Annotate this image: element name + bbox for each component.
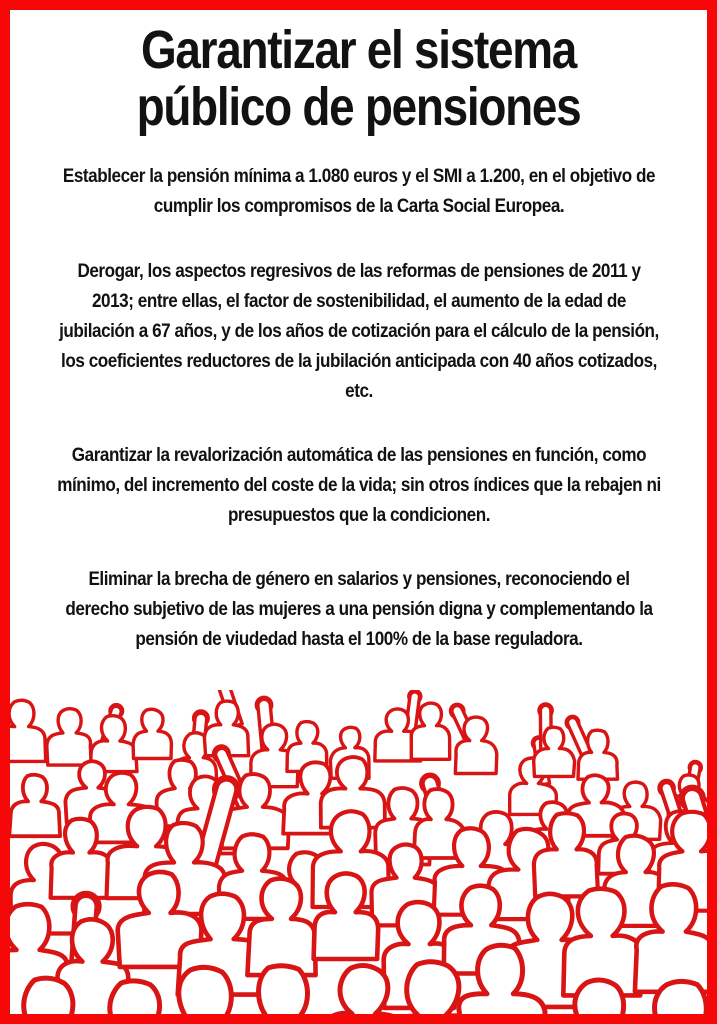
page-title-line-1: Garantizar el sistema (140, 20, 577, 80)
paragraph-revalorizacion: Garantizar la revalorización automática de las pensiones en función, como mínimo, del incremento del coste de la vida; sin otros índices que la rebajen ni presupuestos que la condicionen. (56, 444, 661, 526)
paragraph-pension-minima: Establecer la pensión mínima a 1.080 euros y el SMI a 1.200, en el objetivo de cumplir los compromisos de la Carta Social Europea. (62, 166, 655, 218)
page-title-line-2: público de pensiones (136, 77, 581, 138)
paragraph-derogar-reformas: Derogar, los aspectos regresivos de las reformas de pensiones de 2011 y 2013; entre ellas, el factor de sostenibilidad, el aumento de la edad de jubilación a 67 años, y de los años de cotización para el cálculo de la pensión, los coeficientes reductores de la jubilación anticipada con 40 años cotizados, etc. (58, 260, 659, 402)
body-text (10, 162, 707, 654)
crowd-illustration (10, 690, 707, 1014)
paragraph-brecha-genero: Eliminar la brecha de género en salarios y pensiones, reconociendo el derecho subjetivo de las mujeres a una pensión digna y complementando la pensión de viudedad hasta el 100% de la base reguladora. (64, 568, 653, 650)
page-title (62, 22, 654, 136)
